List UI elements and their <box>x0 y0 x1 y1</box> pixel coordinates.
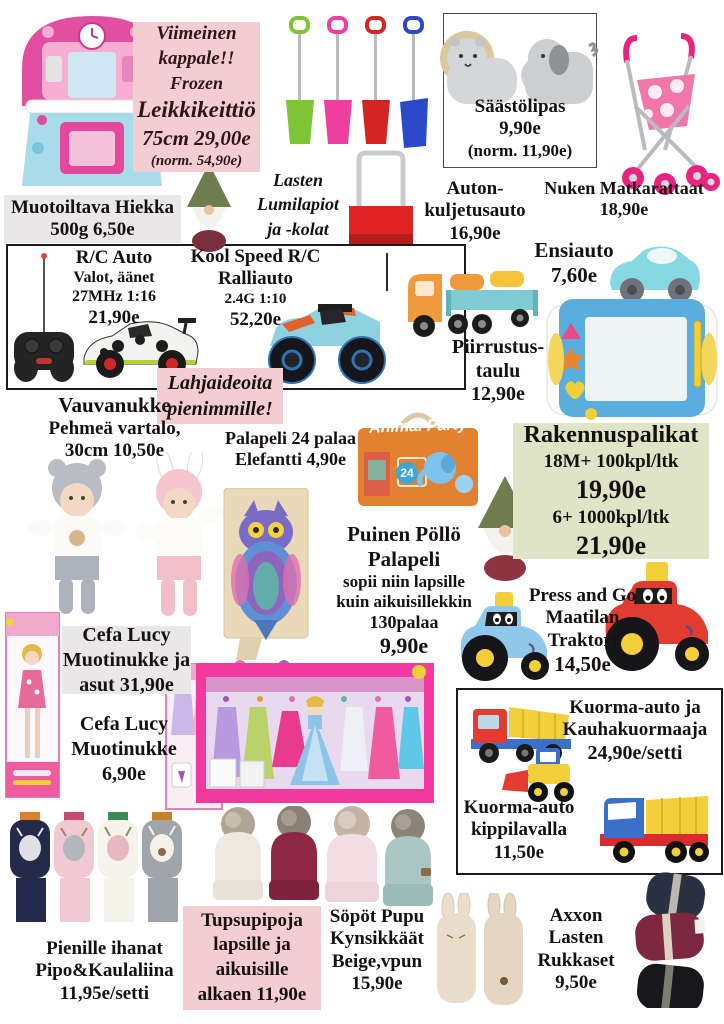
text-line: 9,90e <box>499 118 541 140</box>
beanie-scarf-sets-image <box>8 812 186 929</box>
text-line: 18,90e <box>599 199 649 220</box>
text-line: 15,90e <box>351 973 403 995</box>
text-line: 12,90e <box>471 383 525 406</box>
snow-shovels-label <box>243 168 353 241</box>
animal-party-title: Animal Party <box>368 416 468 437</box>
beanie-scarf-sets-icon <box>8 812 186 924</box>
text-line: Maatilan <box>545 607 620 629</box>
text-line: 9,90e <box>379 632 429 658</box>
text-line: Rukkaset <box>537 949 615 971</box>
text-line: Cefa Lucy <box>82 623 171 646</box>
text-line: Pipo&Kaulaliina <box>35 960 174 982</box>
tractor-price-label <box>525 585 640 677</box>
text-line: 11,50e <box>493 841 545 863</box>
baby-dolls-image <box>15 452 227 632</box>
text-line: 52,20e <box>229 308 282 330</box>
elephant-puzzle-price-label <box>218 428 363 470</box>
text-line: aikuisille <box>215 959 289 980</box>
text-line: Palapeli 24 palaa <box>224 428 356 448</box>
text-line: Kauhakuormaaja <box>562 719 708 741</box>
text-line: Ensiauto <box>534 238 614 262</box>
text-line: Säästölipas <box>474 96 566 117</box>
text-line: Pehmeä vartalo, <box>48 417 181 439</box>
owl-puzzle-price-label <box>328 522 480 659</box>
text-line: 500g 6,50e <box>50 219 135 240</box>
text-line: Auton- <box>446 178 504 199</box>
pompom-beanies-icon <box>203 806 435 916</box>
text-line: Beige,vpun <box>331 950 423 972</box>
snow-pusher-icon <box>345 148 417 253</box>
cefa-doll-price-label <box>58 712 190 787</box>
gnome-plush-image <box>182 163 236 258</box>
text-line: (norm. 11,90e) <box>467 140 573 160</box>
pompom-beanies-image <box>203 806 435 921</box>
snow-shovels-icon <box>276 16 432 152</box>
text-line: ja -kolat <box>267 218 329 239</box>
text-line: asut 31,90e <box>79 673 174 696</box>
cefa-doll-box-image <box>5 612 60 803</box>
text-line: Kynsikkäät <box>330 928 424 950</box>
drawing-board-image <box>545 295 720 428</box>
text-line: 19,90e <box>575 474 647 504</box>
moulding-sand-price-card <box>4 195 181 243</box>
tipper-truck-price-label <box>460 797 578 864</box>
text-line: 30cm 10,50e <box>64 440 165 462</box>
beanie-scarf-price-label <box>12 938 197 1005</box>
snow-shovels-image <box>276 16 432 157</box>
cefa-doll-set-price-card <box>62 623 191 696</box>
car-transporter-image <box>402 252 542 345</box>
text-line: 6+ 1000kpl/ltk <box>552 507 670 528</box>
mittens-price-label <box>530 905 622 995</box>
text-line: 9,50e <box>555 972 597 994</box>
text-line: Leikkikeittiö <box>137 97 256 123</box>
text-line: alkaen 11,90e <box>197 983 307 1005</box>
gnome-icon <box>182 163 236 253</box>
drawing-board-price-label <box>438 336 558 407</box>
tipper-truck-icon <box>596 772 714 864</box>
text-line: Söpöt Pupu <box>329 906 425 927</box>
text-line: Nuken Matkarattaat <box>544 178 704 198</box>
text-line: 6,90e <box>102 763 146 785</box>
text-line: Lumilapiot <box>256 194 339 215</box>
tipper-truck-image <box>596 772 714 869</box>
text-line: Ralliauto <box>218 268 293 290</box>
doll-stroller-price-label <box>527 178 721 220</box>
text-line: Press and Go <box>528 585 637 606</box>
text-line: Pienille ihanat <box>46 938 163 959</box>
text-line: pienimmille! <box>167 398 273 420</box>
pompom-beanies-price-card <box>183 906 321 1010</box>
text-line: Lahjaideoita <box>167 372 273 394</box>
owl-puzzle-image <box>210 488 322 689</box>
cefa-doll-box-icon <box>5 612 60 798</box>
text-line: 21,90e <box>575 530 647 560</box>
text-line: 2.4G 1:10 <box>224 290 287 307</box>
text-line: kappale!! <box>158 47 235 69</box>
text-line: Lasten <box>548 927 604 949</box>
text-line: 11,95e/setti <box>59 982 150 1004</box>
baby-doll-price-label <box>12 393 217 463</box>
text-line: Traktori <box>547 629 618 651</box>
text-line: Valot, äänet <box>73 269 155 287</box>
text-line: 27MHz 1:16 <box>72 288 156 306</box>
doll-stroller-image <box>593 28 721 201</box>
text-line: Palapeli <box>367 546 441 571</box>
doll-playset-box-image <box>196 663 434 808</box>
baby-dolls-icon <box>15 452 227 627</box>
animal-party-pieces-badge: 24 <box>396 462 418 484</box>
text-line: Tupsupipoja <box>201 909 303 931</box>
text-line: Muotoiltava Hiekka <box>10 196 175 218</box>
text-line: Elefantti 4,90e <box>235 449 346 470</box>
bunny-mittens-image <box>432 893 528 1016</box>
snow-pusher-image <box>345 148 417 258</box>
car-transporter-icon <box>402 252 542 340</box>
rc-auto-price-label <box>40 247 188 330</box>
frozen-kitchen-price-card <box>133 22 260 172</box>
text-line: kuin aikuisillekkin <box>336 591 472 611</box>
section-divider <box>386 253 388 291</box>
text-line: (norm. 54,90e) <box>150 153 243 170</box>
text-line: kippilavalla <box>470 819 568 841</box>
text-line: lapsille ja <box>213 934 291 956</box>
text-line: Frozen <box>169 72 223 93</box>
text-line: Kool Speed R/C <box>190 246 321 267</box>
text-line: R/C Auto <box>75 247 153 268</box>
text-line: 14,50e <box>554 652 611 677</box>
text-line: Viimeinen <box>156 23 237 45</box>
text-line: Muotinukke ja <box>62 648 191 671</box>
text-line: kuljetusauto <box>424 200 526 222</box>
text-line: Rakennuspalikat <box>523 421 699 448</box>
text-line: Axxon <box>549 905 603 926</box>
text-line: taulu <box>475 359 521 382</box>
text-line: 18M+ 100kpl/ltk <box>543 450 679 472</box>
animal-party-puzzle-image <box>354 410 482 510</box>
text-line: 24,90e/setti <box>587 741 683 764</box>
text-line: 7,60e <box>550 262 598 287</box>
bunny-mittens-icon <box>432 893 528 1011</box>
bunny-mittens-price-label <box>322 906 432 996</box>
text-line: 16,90e <box>449 222 501 244</box>
text-line: Puinen Pöllö <box>347 522 461 546</box>
drawing-board-icon <box>545 295 720 423</box>
text-line: Kuorma-auto ja <box>569 697 701 718</box>
text-line: Vauvanukke <box>58 393 171 417</box>
text-line: Kuorma-auto <box>463 797 575 818</box>
text-line: 130palaa <box>369 611 439 632</box>
truck-set-price-label <box>556 697 714 765</box>
money-bank-price-label <box>450 96 590 161</box>
text-line: Cefa Lucy <box>79 713 169 735</box>
text-line: Muotinukke <box>71 738 177 760</box>
text-line: Piirrustus- <box>451 336 545 358</box>
building-blocks-price-card <box>513 423 709 559</box>
text-line: 21,90e <box>88 307 140 329</box>
text-line: sopii niin lapsille <box>343 571 465 591</box>
text-line: Lasten <box>272 170 323 190</box>
text-line: 75cm 29,00e <box>142 125 251 150</box>
doll-stroller-icon <box>593 28 721 196</box>
car-transporter-price-label <box>420 178 530 245</box>
owl-puzzle-icon <box>210 488 322 684</box>
kool-speed-price-label <box>178 246 333 331</box>
first-car-price-label <box>530 238 618 288</box>
doll-playset-box-icon <box>196 663 434 803</box>
